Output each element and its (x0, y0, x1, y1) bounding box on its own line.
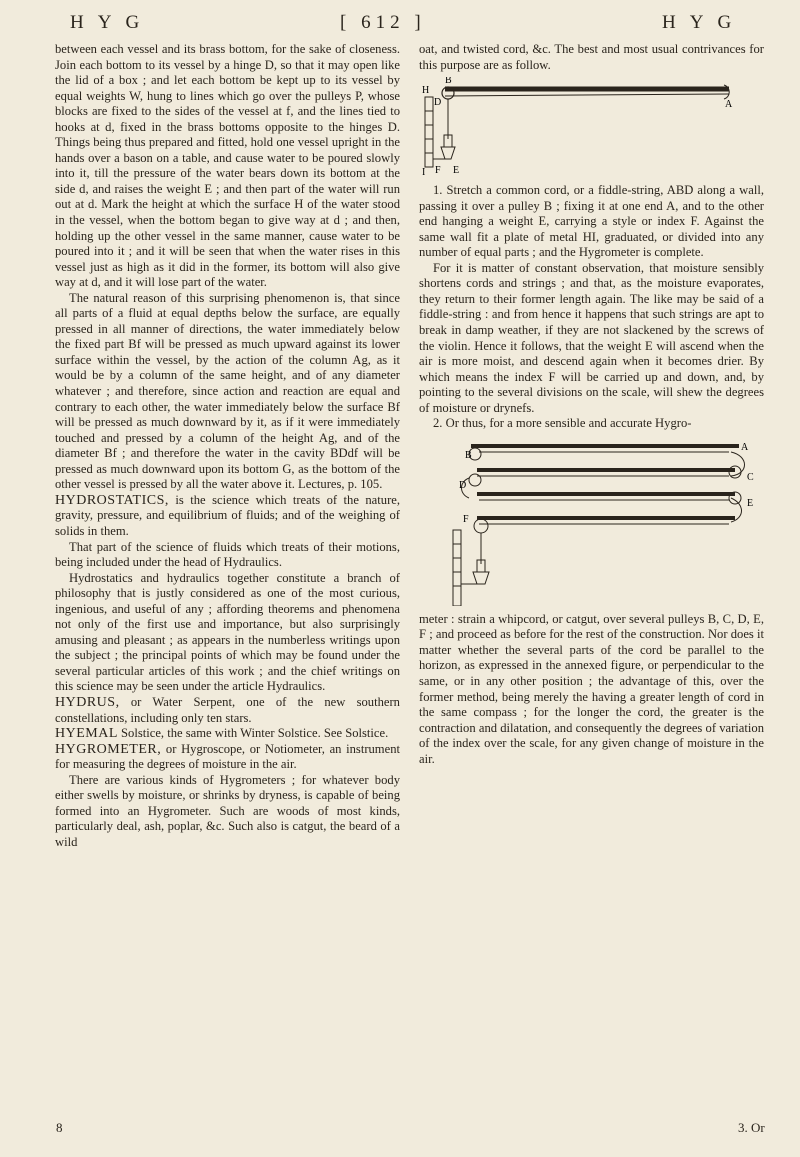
paragraph: That part of the science of fluids which treats of their motions, being included under the head of Hydraulics. (55, 539, 400, 570)
fig-label-d: D (459, 479, 467, 491)
headword: HYDROSTATICS, (55, 492, 169, 508)
paragraph: 1. Stretch a common cord, or a fiddle-string, ABD along a wall, passing it over a pulley B ; fixing it at one end A, and to the other end hanging a weight E, carrying a style or index F. Against the same wall fit a plate of metal HI, graduated, or divided into any number of equal parts ; and the Hygrometer is complete. (419, 183, 764, 260)
running-header (0, 12, 800, 38)
catchword: 3. Or (738, 1120, 765, 1135)
entry-hydrus: HYDRUS, or Water Serpent, one of the new southern constellations, including only ten stars. (55, 694, 400, 725)
fig-label-i: I (422, 167, 426, 178)
entry-hygrometer: HYGROMETER, or Hygroscope, or Notiometer, an instrument for measuring the degrees of moisture in the air. (55, 741, 400, 772)
fig-label-d: D (434, 97, 442, 109)
paragraph: meter : strain a whipcord, or catgut, over several pulleys B, C, D, E, F ; and proceed as before for the rest of the construction. Nor does it matter whether the several parts of the cord be parallel to the horizon, as expressed in the annexed figure, or perpendicular to the same, or in any other position ; the advantage of this, over the former method, being merely the having a greater length of cord in the same compass ; for the longer the cord, the greater is the contraction and dilatation, and consequently the degrees of variation of the index over the scale, for any given change of moisture in the air. (419, 611, 764, 766)
fig-label-a: A (725, 99, 733, 111)
entry-hydrostatics: HYDROSTATICS, is the science which treats of the nature, gravity, pressure, and equilibrium of fluids; and of the weighing of solids in them. (55, 492, 400, 538)
right-column (419, 42, 764, 767)
paragraph: For it is matter of constant observation, that moisture sensibly shortens cords and strings ; and that, as the moisture evaporates, they return to their former length again. The like may be said of a fiddle-string : and from hence it happens that such strings are apt to break in damp weather, if they are not slackened by the screws of the violin. Hence it follows, that the weight E will ascend when the air is more moist, and descend again when it becomes drier. By which means the index F will be carried up and down, and, by pointing to the several divisions on the scale, will shew the degrees of moisture or drynefs. (419, 260, 764, 415)
header-page-number: [ 612 ] (340, 12, 426, 33)
fig-label-a: A (741, 441, 749, 453)
header-right: H Y G (662, 12, 737, 33)
paragraph: Hydrostatics and hydraulics together constitute a branch of philosophy that is justly considered as one of the most curious, ingenious, and useful of any ; affording theorems and phenomena not only of the first use and importance, but also surprisingly amusing and pleasant ; as appears in the numberless writings upon the subject ; the principal points of which may be found under the several particular articles of this work ; and the chief writings on this science may be seen under the article Hydraulics. (55, 570, 400, 694)
headword: HYDRUS, (55, 694, 120, 710)
signature-mark: 8 (56, 1120, 63, 1135)
paragraph: between each vessel and its brass bottom, for the sake of closeness. Join each bottom to its vessel by a hinge D, so that it may open like the lid of a box ; and let each bottom be kept up to its vessel by equal weights W, hung to lines which go over the pulleys P, whose blocks are fixed to the sides of the vessel at f, and the lines tied to hooks at d, fixed in the brass bottoms opposite to the hinges D. Things being thus prepared and fitted, hold one vessel upright in the hands over a bason on a table, and cause water to be poured slowly into it, till the pressure of the water bears down its bottom at the side d, and raises the weight E ; and then part of the water will run out at d. Mark the height at which the surface H of the water stood in the vessel, when the bottom began to give way at d ; and then, holding up the other vessel in the same manner, cause water to be poured into it ; and it will be seen that when the water rises in this vessel just as high as it did in the former, its bottom will also give way at d, and it will lose part of the water. (55, 42, 400, 290)
paragraph: 2. Or thus, for a more sensible and accurate Hygro- (433, 416, 692, 431)
fig-label-e: E (453, 165, 460, 177)
fig-label-e: E (747, 497, 754, 509)
headword: HYGROMETER, (55, 741, 162, 757)
fig-label-f: F (463, 513, 469, 525)
fig-label-h: H (422, 85, 430, 97)
left-column (55, 42, 400, 850)
fig-label-b: B (465, 449, 472, 461)
header-left: H Y G (70, 12, 145, 33)
fig-label-f: F (435, 165, 441, 177)
figure-1-hygrometer (419, 77, 764, 177)
figure-2-hygrometer (419, 436, 764, 606)
paragraph: oat, and twisted cord, &c. The best and most usual contrivances for this purpose are as follow. (419, 42, 764, 72)
fig-label-c: C (747, 471, 754, 483)
entry-hyemal: HYEMAL Solstice, the same with Winter Solstice. See Solstice. (55, 726, 389, 742)
fig-label-b: B (445, 77, 452, 87)
paragraph: The natural reason of this surprising phenomenon is, that since all parts of a fluid at equal depths below the surface, are equally pressed in all manner of directions, the water immediately below the fixed part Bf will be pressed as much upward against its lower surface within the vessel, by the action of the column Ag, as it would be by a column of the same height, and of any diameter whatever ; and therefore, since action and reaction are equal and contrary to each other, the water immediately below the surface Bf will be pressed as much downward by it, as if it were immediately touched and pressed by a column of the height Ag, and of the diameter Bf ; and therefore the water in the cavity BDdf will be pressed as much downward upon its bottom G, as the bottom of the other vessel is pressed by all the water above it. Lectures, p. 105. (55, 290, 400, 492)
paragraph: There are various kinds of Hygrometers ; for whatever body either swells by moisture, or shrinks by dryness, is capable of being formed into an Hygrometer. Such are woods of most kinds, particularly deal, ash, poplar, &c. Such also is catgut, the beard of a wild (55, 772, 400, 849)
headword: HYEMAL (55, 726, 118, 742)
